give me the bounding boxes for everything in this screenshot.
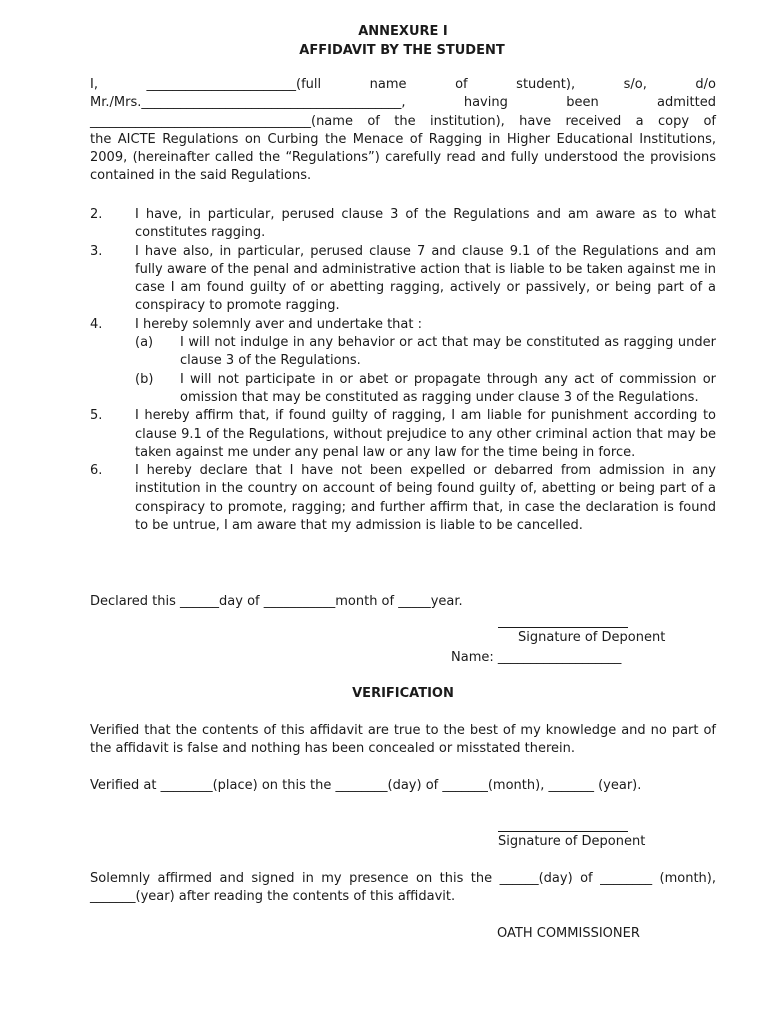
clause-item-3 xyxy=(90,243,716,316)
clause-text: I have also, in particular, perused clause 7 and clause 9.1 of the Regulations and am fully aware of the penal and administrative action that is liable to be taken against me in case I am found guilty of or abetting ragging, actively or passively, or being part of a conspiracy to promote ragging. xyxy=(135,243,716,314)
sub-clause-a xyxy=(135,334,716,371)
verified-at-line: Verified at ________(place) on this the ________(day) of _______(month), _______ (year). xyxy=(90,778,642,793)
clause-item-2 xyxy=(90,206,716,243)
sub-clause-list xyxy=(135,334,716,407)
sub-clause-text: I will not participate in or abet or propagate through any act of commission or omission that may be constituted as ragging under clause 3 of the Regulations. xyxy=(180,371,716,405)
signature-line xyxy=(498,627,628,628)
verification-signature-label: Signature of Deponent xyxy=(498,834,646,849)
document-title: AFFIDAVIT BY THE STUDENT xyxy=(299,43,505,58)
clause-number: 6. xyxy=(90,463,103,479)
intro-rest: the AICTE Regulations on Curbing the Menace of Ragging in Higher Educational Institutions, 2009, (hereinafter called the “Regulations”) carefully read and fully understood the provisions contained in the said Regulations. xyxy=(90,131,716,184)
sub-clause-label: (a) xyxy=(135,335,154,351)
intro-line-3: __________________________________(name of the institution), have received a copy of xyxy=(90,113,716,129)
declaration-line: Declared this ______day of ___________month of _____year. xyxy=(90,594,463,609)
document-header xyxy=(0,22,768,60)
clause-text: I hereby declare that I have not been expelled or debarred from admission in any institution in the country on account of being found guilty of, abetting or being part of a conspiracy to promote, ragging; and further affirm that, in case the declaration is found to be untrue, I am aware that my admission is liable to be cancelled. xyxy=(135,463,716,534)
sub-clause-label: (b) xyxy=(135,371,154,387)
intro-paragraph xyxy=(90,76,716,186)
deponent-name-field: Name: ___________________ xyxy=(451,650,622,665)
intro-line-1: I, _______________________(full name of student), s/o, d/o xyxy=(90,77,716,92)
clause-number: 5. xyxy=(90,408,103,424)
clause-text: I hereby solemnly aver and undertake that : xyxy=(135,316,422,332)
clause-text: I have, in particular, perused clause 3 of the Regulations and am aware as to what constitutes ragging. xyxy=(135,207,716,241)
sub-clause-text: I will not indulge in any behavior or act that may be constituted as ragging under clause 3 of the Regulations. xyxy=(180,335,716,369)
clause-number: 2. xyxy=(90,207,103,222)
clause-text: I hereby affirm that, if found guilty of ragging, I am liable for punishment according to clause 9.1 of the Regulations, without prejudice to any other criminal action that may be taken against me under any penal law or any law for the time being in force. xyxy=(135,408,716,460)
annexure-label: ANNEXURE I xyxy=(358,24,448,39)
clause-number: 3. xyxy=(90,243,103,259)
clause-number: 4. xyxy=(90,316,103,332)
clause-list xyxy=(90,206,716,535)
oath-commissioner-label: OATH COMMISSIONER xyxy=(497,926,640,941)
verification-title: VERIFICATION xyxy=(352,686,454,701)
signature-line xyxy=(498,831,628,832)
verification-paragraph: Verified that the contents of this affidavit are true to the best of my knowledge and no part of the affidavit is false and nothing has been concealed or misstated therein. xyxy=(90,723,716,757)
deponent-signature-label: Signature of Deponent xyxy=(518,630,666,645)
solemn-affirmation-paragraph: Solemnly affirmed and signed in my presence on this the ______(day) of ________ (month), _______(year) after reading the contents of this affidavit. xyxy=(90,871,716,905)
clause-item-6 xyxy=(90,462,716,535)
clause-item-4 xyxy=(90,316,716,407)
intro-line-2: Mr./Mrs.________________________________________, having been admitted xyxy=(90,95,716,111)
clause-item-5 xyxy=(90,407,716,462)
sub-clause-b xyxy=(135,371,716,408)
